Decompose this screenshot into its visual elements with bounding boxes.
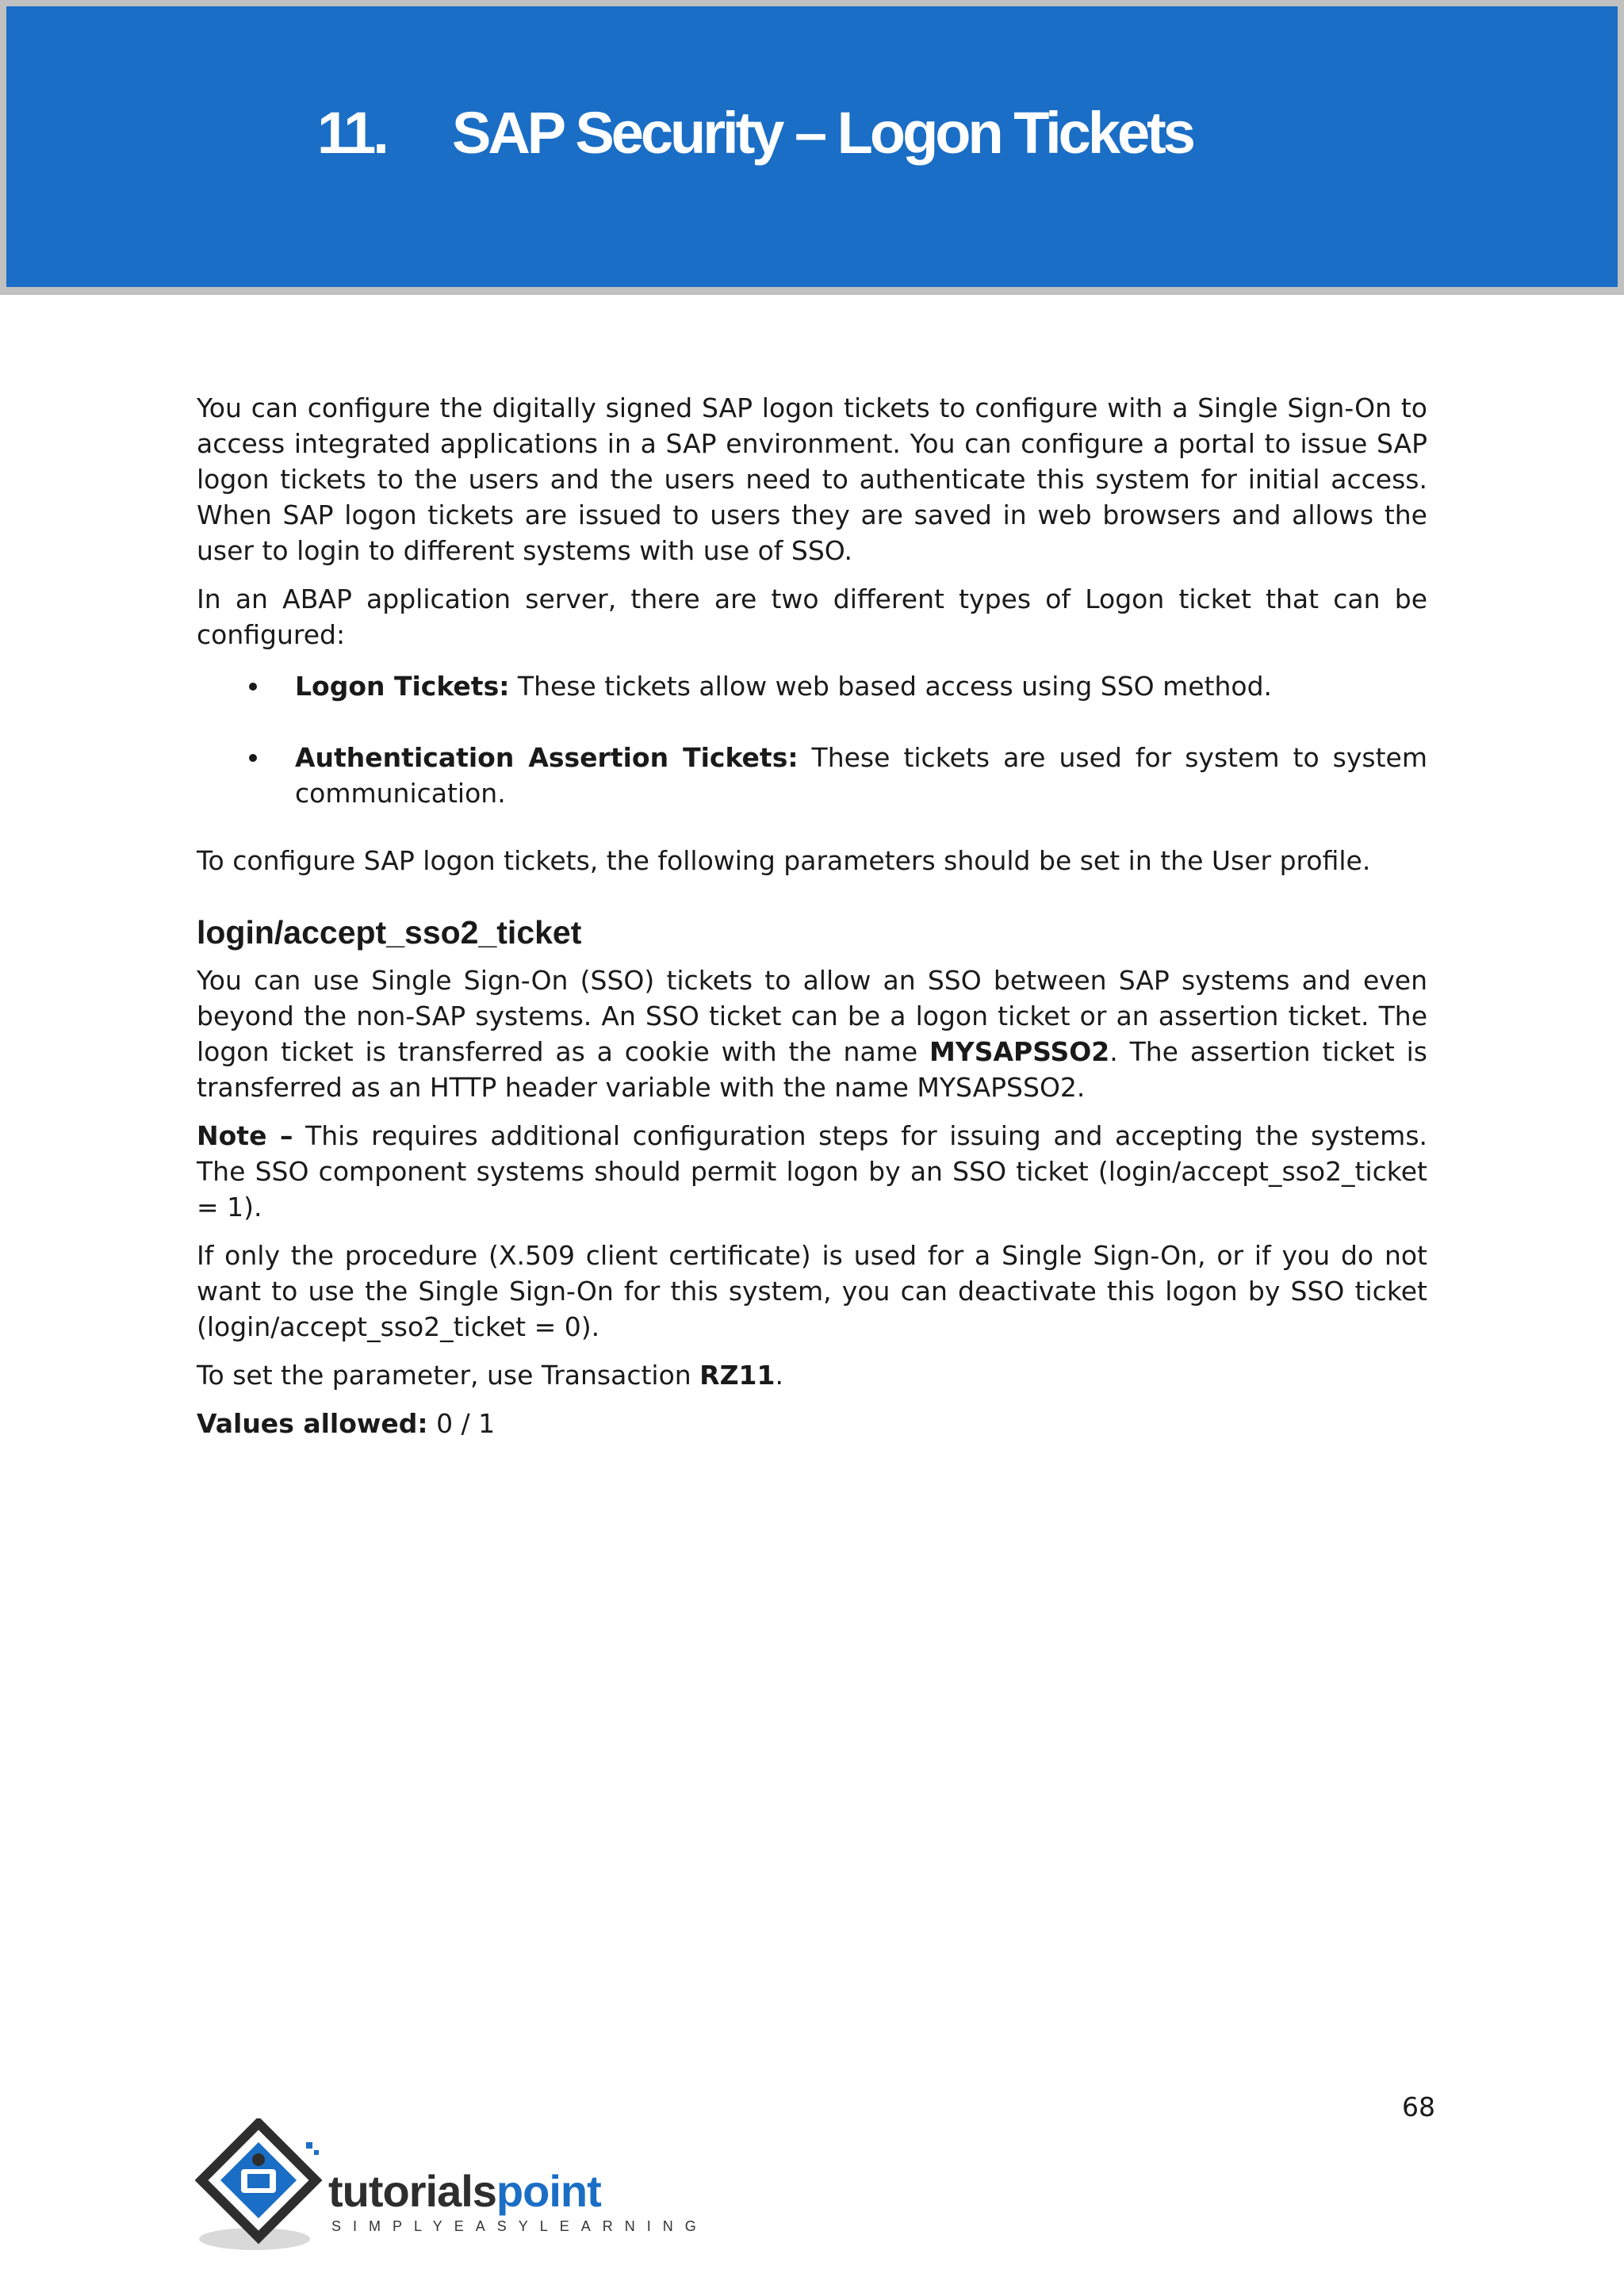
list-item-term: Logon Tickets:: [295, 671, 510, 702]
transaction-code: RZ11: [699, 1360, 776, 1391]
chapter-title: SAP Security – Logon Tickets: [452, 100, 1193, 166]
values-text: 0 / 1: [427, 1408, 496, 1439]
ticket-types-list: [197, 668, 1427, 811]
procedure-paragraph: If only the procedure (X.509 client certificate) is used for a Single Sign-On, or if you do not want to use the Single Sign-On for this system, you can deactivate this logon by SSO ticket (login/accept_sso2_ticket = 0).: [197, 1240, 1427, 1342]
sso-paragraph: [197, 962, 1427, 1105]
transaction-text: To set the parameter, use Transaction: [197, 1360, 700, 1391]
logo-tagline: SIMPLYEASYLEARNING: [331, 2218, 708, 2234]
list-item: [197, 668, 1427, 704]
logo-wordmark: tutorialspoint: [328, 2166, 601, 2216]
list-item: [197, 740, 1427, 811]
chapter-banner: [0, 0, 1624, 295]
bullet-icon: [249, 683, 257, 691]
list-item-text: These tickets are used for system to system communication.: [295, 742, 1427, 809]
sso-text-1: You can use Single Sign-On (SSO) tickets to allow an SSO between SAP systems and even beyond the non-SAP systems. An SSO ticket can be a logon ticket or an assertion ticket. The logon ticket is transferred as a cookie with the name: [197, 965, 1427, 1067]
chapter-number: 11.: [317, 100, 386, 166]
tutorialspoint-logo: [195, 2118, 708, 2258]
sso-text-2: . The assertion ticket is transferred as an HTTP header variable with the name MYSAPSSO2.: [197, 1036, 1427, 1103]
bullet-icon: [249, 754, 257, 762]
page-number: 68: [1402, 2091, 1435, 2122]
logo-emblem-icon: [195, 2118, 330, 2258]
values-paragraph: [197, 1406, 1427, 1441]
intro-paragraph: You can configure the digitally signed SAP logon tickets to configure with a Single Sign-On to access integrated applications in a SAP environment. You can configure a portal to issue SAP logon tickets to the users and the users need to authenticate this system for initial access. When SAP logon tickets are issued to users they are saved in web browsers and allows the user to login to different systems with use of SSO.: [197, 392, 1427, 566]
cookie-name: MYSAPSSO2: [929, 1036, 1110, 1067]
note-text: This requires additional configuration steps for issuing and accepting the systems. The SSO component systems should permit logon by an SSO ticket (login/accept_sso2_ticket = 1).: [197, 1120, 1428, 1223]
chapter-banner-fill: [6, 6, 1618, 287]
ticket-types-paragraph: In an ABAP application server, there are two different types of Logon ticket that can be configured:: [197, 584, 1427, 650]
list-item-term: Authentication Assertion Tickets:: [295, 742, 799, 773]
page-content: [197, 390, 1427, 1462]
transaction-end: .: [775, 1360, 783, 1391]
values-label: Values allowed:: [197, 1408, 428, 1439]
configure-paragraph: To configure SAP logon tickets, the following parameters should be set in the User profile.: [197, 845, 1371, 876]
section-heading: login/accept_sso2_ticket: [197, 914, 582, 951]
note-paragraph: [197, 1118, 1427, 1225]
list-item-text: These tickets allow web based access using SSO method.: [509, 671, 1273, 702]
note-label: Note –: [197, 1120, 293, 1151]
transaction-paragraph: [197, 1357, 1427, 1393]
